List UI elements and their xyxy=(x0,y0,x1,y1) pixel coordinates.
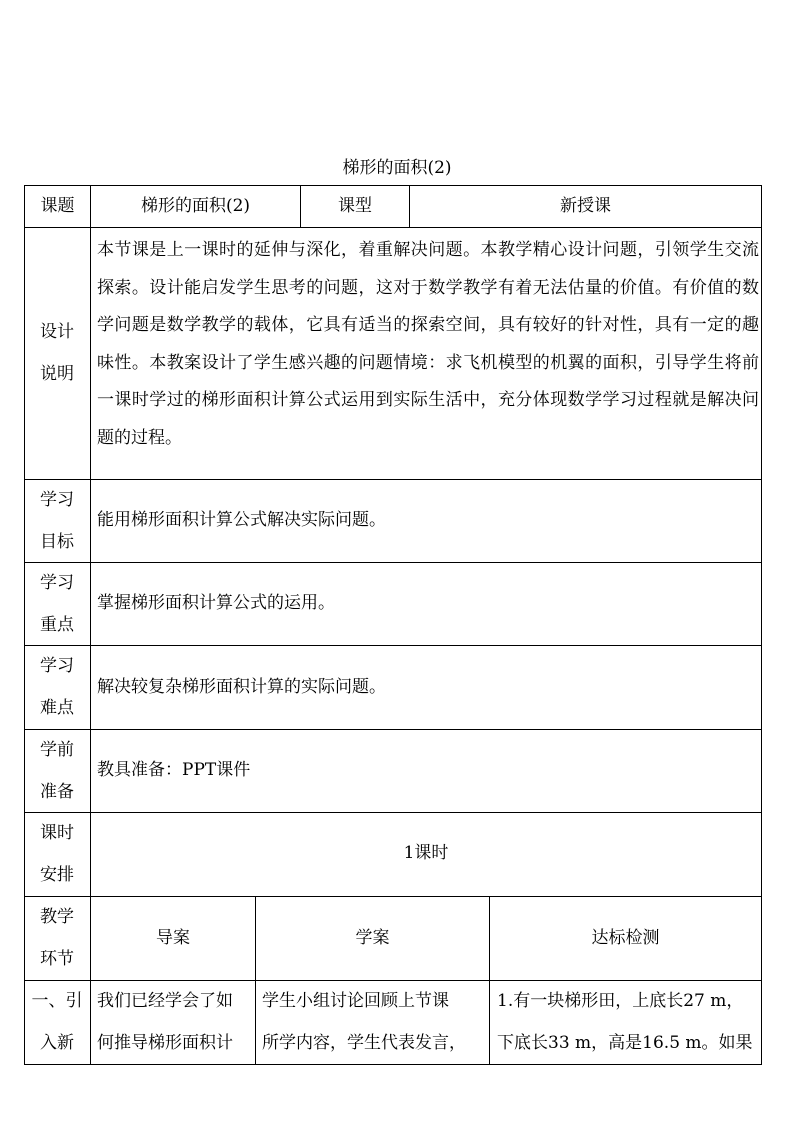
row-preparation-label: 学前 准备 xyxy=(40,740,74,802)
page-title: 梯形的面积(2) xyxy=(342,158,452,178)
guide-column-header: 导案 xyxy=(156,928,190,948)
first-step-label: 一、引 入新 xyxy=(31,991,83,1053)
study-text-line1: 学生小组讨论回顾上节课 xyxy=(262,991,449,1011)
type-label: 课型 xyxy=(338,196,372,216)
design-description: 本节课是上一课时的延伸与深化，着重解决问题。本教学精心设计问题，引领学生交流探索。设计能启发学生思考的问题，这对于数学教学有着无法估量的价值。有价值的数学问题是数学教学的载体，它具有适当的探索空间，具有较好的针对性，具有一定的趣味性。本教案设计了学生感兴趣的问题情境：求飞机模型的机翼的面积，引导学生将前一课时学过的梯形面积计算公式运用到实际生活中，充分体现数学学习过程就是解决问题的过程。 xyxy=(97,240,759,448)
row-schedule-label: 课时 安排 xyxy=(40,823,74,885)
row-schedule-text: 1课时 xyxy=(403,843,449,863)
row-difficulty-text: 解决较复杂梯形面积计算的实际问题。 xyxy=(97,677,386,697)
topic-label: 课题 xyxy=(40,196,75,216)
study-column-header: 学案 xyxy=(355,928,390,948)
design-label: 设计 说明 xyxy=(40,322,74,384)
study-text-line2: 所学内容，学生代表发言， xyxy=(262,1033,466,1053)
row-preparation-text: 教具准备：PPT课件 xyxy=(97,760,251,780)
row-goal-text: 能用梯形面积计算公式解决实际问题。 xyxy=(97,510,386,530)
guide-text-line1: 我们已经学会了如 xyxy=(97,991,233,1011)
check-text-line1: 1.有一块梯形田，上底长27 m， xyxy=(497,991,744,1011)
check-text-line2: 下底长33 m，高是16.5 m。如果 xyxy=(497,1033,753,1053)
topic-value: 梯形的面积(2) xyxy=(140,196,251,216)
check-column-header: 达标检测 xyxy=(591,928,660,948)
type-value: 新授课 xyxy=(560,196,611,216)
row-difficulty-label: 学习 难点 xyxy=(40,656,74,718)
row-focus-label: 学习 重点 xyxy=(40,573,74,635)
guide-text-line2: 何推导梯形面积计 xyxy=(97,1033,233,1053)
row-focus-text: 掌握梯形面积计算公式的运用。 xyxy=(97,593,335,613)
row-goal-label: 学习 目标 xyxy=(40,490,74,552)
teaching-step-label: 教学 环节 xyxy=(40,907,74,969)
